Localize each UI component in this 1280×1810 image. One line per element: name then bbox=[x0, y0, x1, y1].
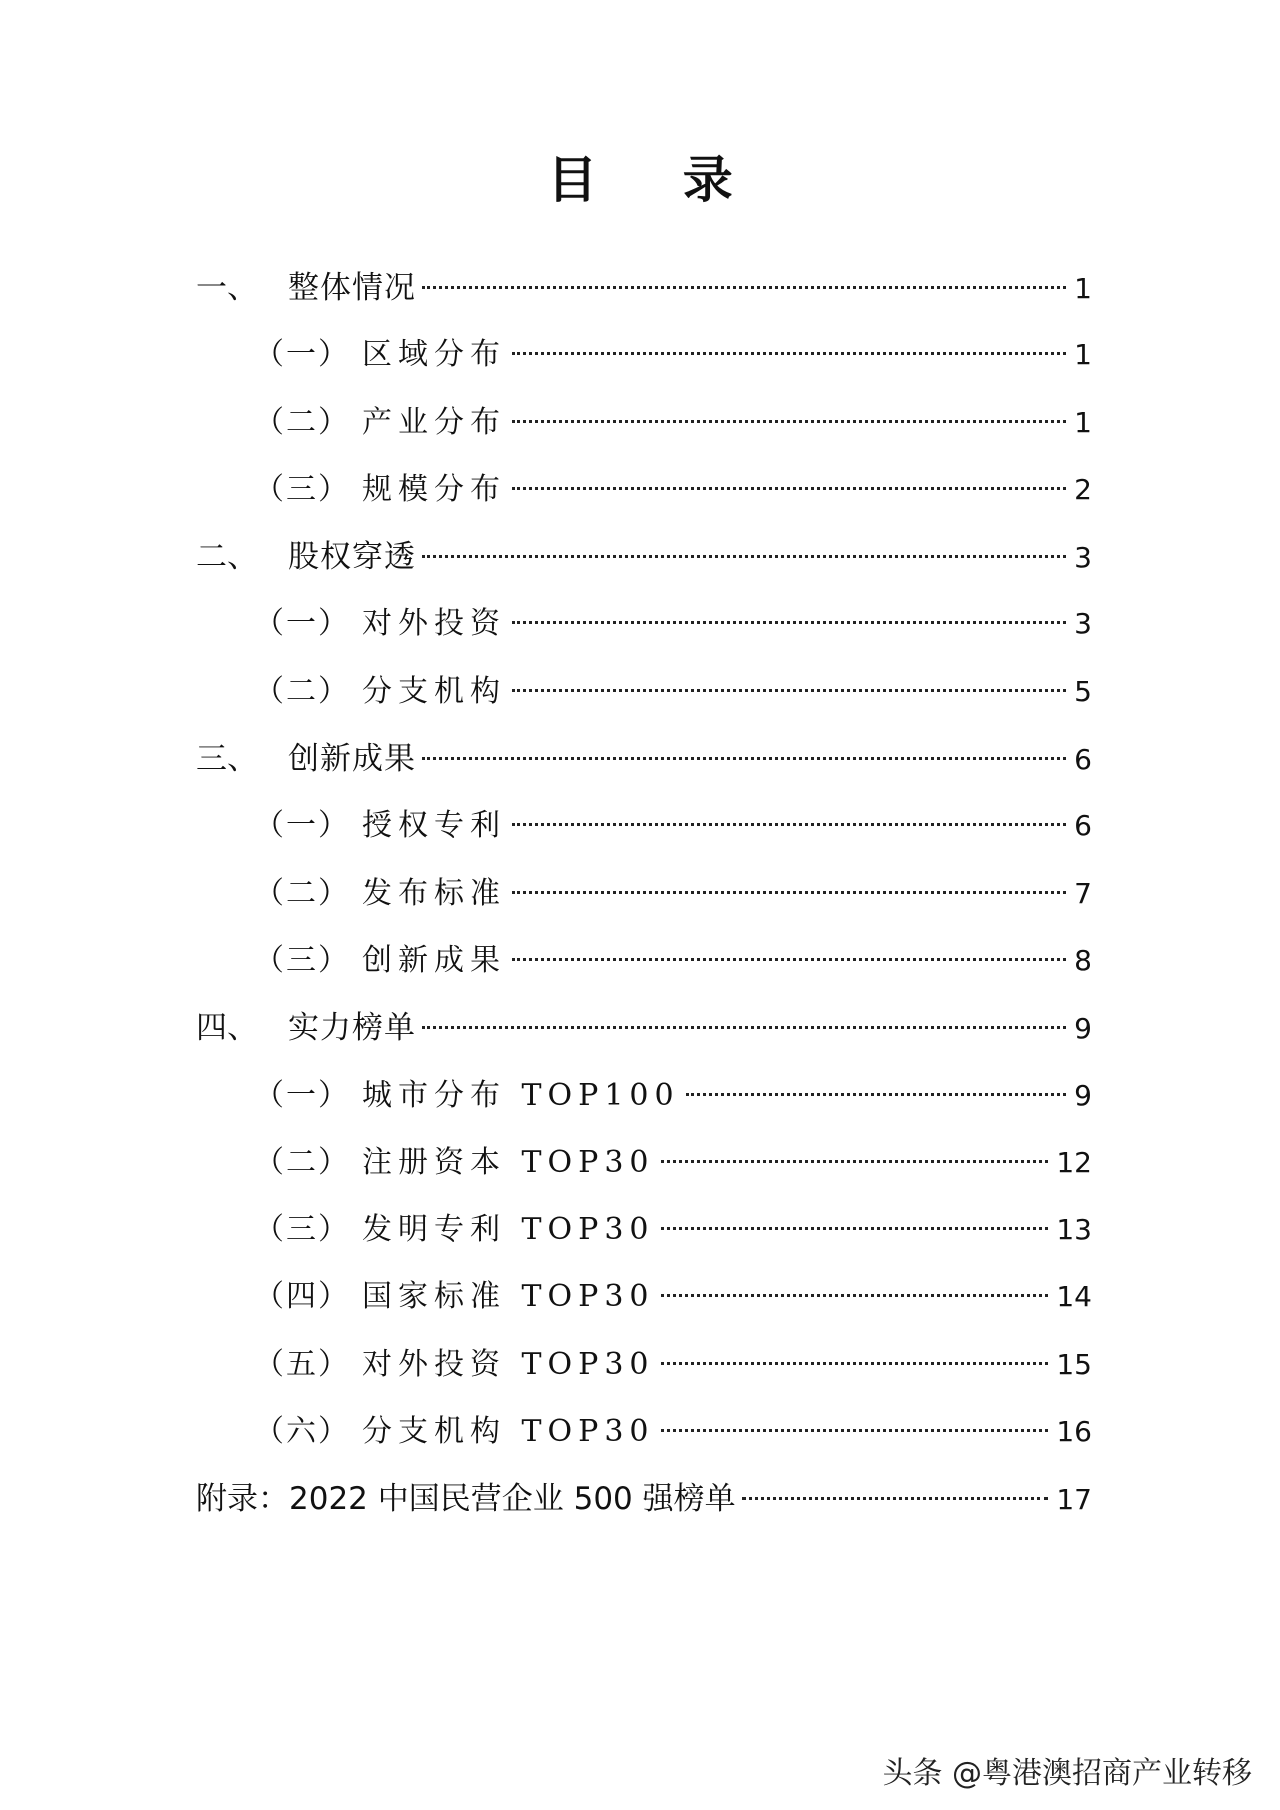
toc-entry-4-4[interactable] bbox=[196, 1277, 1092, 1344]
toc-label: 对外投资 TOP30 bbox=[362, 1346, 655, 1382]
dot-leader bbox=[661, 1429, 1049, 1432]
dot-leader bbox=[422, 1026, 1066, 1029]
toc-entry-3[interactable] bbox=[196, 739, 1092, 806]
toc-label: 授权专利 bbox=[362, 808, 506, 844]
toc-number: （一） bbox=[254, 808, 350, 844]
toc-label: 分支机构 bbox=[362, 673, 506, 709]
toc-number: （一） bbox=[254, 606, 350, 642]
toc-entry-2-1[interactable] bbox=[196, 604, 1092, 671]
toc-label: 城市分布 TOP100 bbox=[362, 1077, 680, 1113]
toc-number: 三、 bbox=[196, 741, 258, 778]
toc-page-number: 13 bbox=[1056, 1213, 1092, 1247]
toc-number: （三） bbox=[254, 1212, 350, 1248]
toc-entry-4-5[interactable] bbox=[196, 1345, 1092, 1412]
page-title: 目 录 bbox=[547, 151, 767, 209]
toc-entry-4-3[interactable] bbox=[196, 1210, 1092, 1277]
dot-leader bbox=[512, 689, 1066, 692]
toc-entry-3-2[interactable] bbox=[196, 874, 1092, 941]
dot-leader bbox=[512, 352, 1066, 355]
toc-number: （五） bbox=[254, 1346, 350, 1382]
toc-page-number: 1 bbox=[1074, 338, 1092, 372]
toc-page-number: 15 bbox=[1056, 1347, 1092, 1381]
toc-label: 实力榜单 bbox=[288, 1010, 416, 1047]
toc-entry-3-1[interactable] bbox=[196, 806, 1092, 873]
watermark: 头条 @粤港澳招商产业转移 bbox=[882, 1756, 1252, 1791]
toc-number: 一、 bbox=[196, 270, 258, 306]
toc-entry-2[interactable] bbox=[196, 537, 1092, 604]
toc-entry-2-2[interactable] bbox=[196, 672, 1092, 739]
toc-number: （二） bbox=[254, 404, 350, 440]
toc-label: 注册资本 TOP30 bbox=[362, 1144, 655, 1180]
toc-page-number: 1 bbox=[1074, 272, 1092, 305]
toc-page-number: 17 bbox=[1056, 1483, 1092, 1517]
toc-page-number: 6 bbox=[1074, 743, 1092, 777]
toc-number: （二） bbox=[254, 673, 350, 709]
table-of-contents bbox=[196, 268, 1092, 1547]
dot-leader bbox=[422, 555, 1066, 558]
dot-leader bbox=[512, 420, 1066, 423]
toc-entry-1-1[interactable] bbox=[196, 335, 1092, 402]
dot-leader bbox=[512, 891, 1066, 894]
toc-label: 产业分布 bbox=[362, 404, 506, 440]
toc-number: （一） bbox=[254, 337, 350, 373]
toc-number: （一） bbox=[254, 1077, 350, 1113]
toc-page-number: 12 bbox=[1056, 1145, 1092, 1179]
toc-page-number: 8 bbox=[1074, 943, 1092, 977]
toc-label: 创新成果 bbox=[362, 942, 506, 978]
toc-entry-appendix[interactable] bbox=[196, 1479, 1092, 1546]
toc-page-number: 9 bbox=[1074, 1012, 1092, 1046]
toc-number: （三） bbox=[254, 942, 350, 978]
toc-page-number: 14 bbox=[1056, 1280, 1092, 1314]
toc-label: 对外投资 bbox=[362, 606, 506, 642]
dot-leader bbox=[661, 1294, 1049, 1297]
toc-label: 分支机构 TOP30 bbox=[362, 1414, 655, 1450]
dot-leader bbox=[661, 1362, 1049, 1365]
toc-page-number: 2 bbox=[1074, 472, 1092, 506]
toc-label: 发布标准 bbox=[362, 875, 506, 911]
toc-number: （四） bbox=[254, 1279, 350, 1315]
toc-number: 二、 bbox=[196, 539, 258, 576]
toc-label: 国家标准 TOP30 bbox=[362, 1279, 655, 1315]
toc-label: 附录：2022 中国民营企业 500 强榜单 bbox=[196, 1481, 736, 1518]
toc-page-number: 6 bbox=[1074, 809, 1092, 843]
toc-entry-4-1[interactable] bbox=[196, 1076, 1092, 1143]
toc-number: （二） bbox=[254, 1144, 350, 1180]
dot-leader bbox=[512, 487, 1066, 490]
toc-entry-3-3[interactable] bbox=[196, 941, 1092, 1008]
toc-number: （六） bbox=[254, 1414, 350, 1450]
dot-leader bbox=[422, 286, 1066, 289]
toc-label: 区域分布 bbox=[362, 337, 506, 373]
toc-entry-4-6[interactable] bbox=[196, 1412, 1092, 1479]
toc-page-number: 5 bbox=[1074, 674, 1092, 708]
toc-page-number: 1 bbox=[1074, 405, 1092, 439]
toc-page-number: 3 bbox=[1074, 541, 1092, 575]
dot-leader bbox=[661, 1227, 1049, 1230]
toc-entry-4-2[interactable] bbox=[196, 1143, 1092, 1210]
toc-entry-1-3[interactable] bbox=[196, 470, 1092, 537]
dot-leader bbox=[422, 757, 1066, 760]
toc-number: 四、 bbox=[196, 1010, 258, 1047]
toc-label: 股权穿透 bbox=[288, 539, 416, 576]
toc-page-number: 7 bbox=[1074, 876, 1092, 910]
toc-number: （三） bbox=[254, 471, 350, 507]
toc-label: 创新成果 bbox=[288, 741, 416, 778]
toc-entry-1-2[interactable] bbox=[196, 403, 1092, 470]
toc-entry-1[interactable] bbox=[196, 268, 1092, 335]
toc-page-number: 3 bbox=[1074, 607, 1092, 641]
dot-leader bbox=[661, 1160, 1049, 1163]
toc-label: 规模分布 bbox=[362, 471, 506, 507]
dot-leader bbox=[512, 958, 1066, 961]
dot-leader bbox=[742, 1497, 1049, 1500]
toc-entry-4[interactable] bbox=[196, 1008, 1092, 1075]
dot-leader bbox=[512, 823, 1066, 826]
dot-leader bbox=[512, 621, 1066, 624]
toc-number: （二） bbox=[254, 875, 350, 911]
toc-label: 发明专利 TOP30 bbox=[362, 1212, 655, 1248]
dot-leader bbox=[686, 1093, 1067, 1096]
toc-label: 整体情况 bbox=[288, 270, 416, 306]
toc-page-number: 9 bbox=[1074, 1078, 1092, 1112]
toc-page-number: 16 bbox=[1056, 1415, 1092, 1449]
